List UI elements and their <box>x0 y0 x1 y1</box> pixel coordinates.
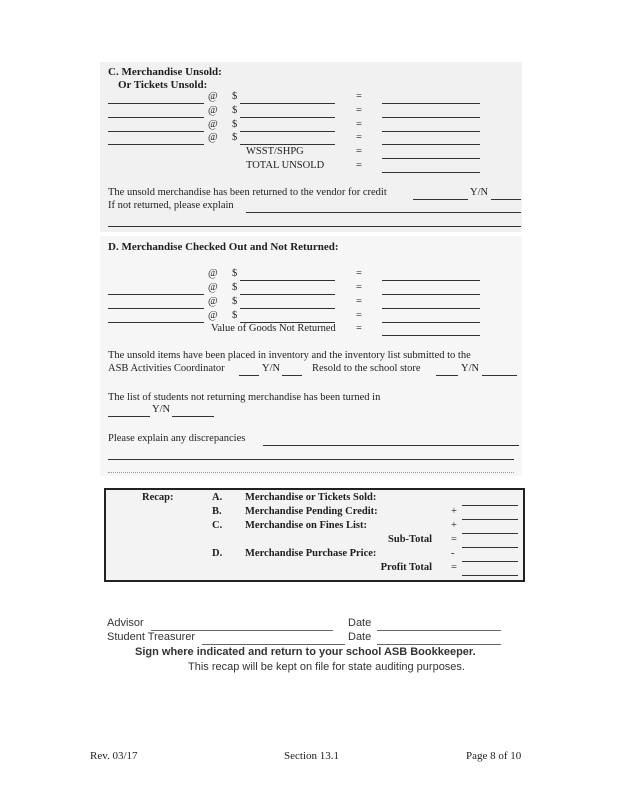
section-d-title: D. Merchandise Checked Out and Not Returned: <box>108 241 339 253</box>
c-row-item-blank[interactable] <box>108 131 204 132</box>
c-row-at: @ <box>208 91 218 102</box>
treasurer-signature-line[interactable] <box>202 644 345 645</box>
returned-yn: Y/N <box>470 187 489 198</box>
wsst-blank[interactable] <box>382 158 480 159</box>
d-row-price-blank[interactable] <box>240 280 335 281</box>
c-row-amount-blank[interactable] <box>382 131 480 132</box>
c-row-item-blank[interactable] <box>108 117 204 118</box>
recap-amount-blank[interactable] <box>462 519 518 520</box>
recap-operator: + <box>451 520 457 531</box>
discrepancies-blank-2[interactable] <box>108 459 514 460</box>
d-row-price-blank[interactable] <box>240 294 335 295</box>
c-row-at: @ <box>208 105 218 116</box>
total-unsold-eq: = <box>356 160 362 171</box>
inventory-line-2b: Resold to the school store <box>312 363 421 374</box>
c-row-amount-blank[interactable] <box>382 117 480 118</box>
c-row-price-blank[interactable] <box>240 144 335 145</box>
d-row-eq: = <box>356 310 362 321</box>
recap-amount-blank[interactable] <box>462 547 518 548</box>
c-row-at: @ <box>208 132 218 143</box>
recap-item-label: Sub-Total <box>388 534 432 545</box>
d-row-at: @ <box>208 282 218 293</box>
d-row-eq: = <box>356 296 362 307</box>
recap-item-label: Merchandise Pending Credit: <box>245 506 378 517</box>
c-row-dollar: $ <box>232 91 238 102</box>
inventory-blank-4[interactable] <box>482 375 517 376</box>
c-row-dollar: $ <box>232 105 238 116</box>
recap-letter: B. <box>212 506 222 517</box>
discrepancies-blank-3[interactable] <box>108 472 514 473</box>
d-row-at: @ <box>208 268 218 279</box>
wsst-label: WSST/SHPG <box>246 146 304 157</box>
value-not-returned-eq: = <box>356 323 362 334</box>
discrepancies-label: Please explain any discrepancies <box>108 433 246 444</box>
recap-item-label: Merchandise or Tickets Sold: <box>245 492 377 503</box>
d-row-dollar: $ <box>232 296 238 307</box>
inventory-blank-2[interactable] <box>282 375 302 376</box>
advisor-date-label: Date <box>348 617 372 629</box>
recap-amount-blank[interactable] <box>462 533 518 534</box>
d-row-item-blank[interactable] <box>108 322 204 323</box>
inventory-yn-2: Y/N <box>461 363 480 374</box>
inventory-blank-3[interactable] <box>436 375 458 376</box>
c-row-eq: = <box>356 105 362 116</box>
c-row-price-blank[interactable] <box>240 131 335 132</box>
recap-operator: + <box>451 506 457 517</box>
c-row-eq: = <box>356 119 362 130</box>
d-row-price-blank[interactable] <box>240 308 335 309</box>
c-row-at: @ <box>208 119 218 130</box>
recap-item-label: Merchandise on Fines List: <box>245 520 368 531</box>
explain-blank-2[interactable] <box>108 226 521 227</box>
section-c-title: C. Merchandise Unsold: <box>108 66 222 78</box>
footer-page: Page 8 of 10 <box>466 750 522 762</box>
treasurer-label: Student Treasurer <box>107 631 196 643</box>
d-row-eq: = <box>356 268 362 279</box>
recap-item-label: Merchandise Purchase Price: <box>245 548 377 559</box>
d-row-amount-blank[interactable] <box>382 294 480 295</box>
inventory-blank-1[interactable] <box>239 375 259 376</box>
wsst-eq: = <box>356 146 362 157</box>
discrepancies-blank-1[interactable] <box>263 445 519 446</box>
sign-instruction: Sign where indicated and return to your school ASB Bookkeeper. <box>135 646 476 658</box>
recap-note: This recap will be kept on file for state auditing purposes. <box>188 661 465 673</box>
footer-revision: Rev. 03/17 <box>90 750 138 762</box>
d-row-amount-blank[interactable] <box>382 280 480 281</box>
returned-blank-1[interactable] <box>413 199 468 200</box>
recap-letter: C. <box>212 520 223 531</box>
treasurer-date-line[interactable] <box>377 644 501 645</box>
inventory-line-1: The unsold items have been placed in inventory and the inventory list submitted to the <box>108 350 471 361</box>
recap-amount-blank[interactable] <box>462 505 518 506</box>
d-row-dollar: $ <box>232 310 238 321</box>
recap-amount-blank[interactable] <box>462 575 518 576</box>
c-row-eq: = <box>356 132 362 143</box>
d-row-amount-blank[interactable] <box>382 322 480 323</box>
recap-amount-blank[interactable] <box>462 561 518 562</box>
total-unsold-blank[interactable] <box>382 172 480 173</box>
footer-section: Section 13.1 <box>284 750 339 762</box>
recap-operator: - <box>451 548 455 559</box>
recap-item-label: Profit Total <box>380 562 432 573</box>
explain-blank-1[interactable] <box>246 212 521 213</box>
d-row-at: @ <box>208 296 218 307</box>
d-row-item-blank[interactable] <box>108 308 204 309</box>
c-row-amount-blank[interactable] <box>382 144 480 145</box>
treasurer-date-label: Date <box>348 631 372 643</box>
advisor-date-line[interactable] <box>377 630 501 631</box>
c-row-price-blank[interactable] <box>240 103 335 104</box>
total-unsold-label: TOTAL UNSOLD <box>246 160 325 171</box>
d-row-at: @ <box>208 310 218 321</box>
c-row-price-blank[interactable] <box>240 117 335 118</box>
students-blank-2[interactable] <box>172 416 214 417</box>
d-row-amount-blank[interactable] <box>382 308 480 309</box>
c-row-item-blank[interactable] <box>108 144 204 145</box>
advisor-label: Advisor <box>107 617 144 629</box>
inventory-yn-1: Y/N <box>262 363 281 374</box>
students-yn: Y/N <box>152 404 171 415</box>
recap-operator: = <box>451 562 457 573</box>
d-row-dollar: $ <box>232 282 238 293</box>
recap-letter: A. <box>212 492 223 503</box>
recap-operator: = <box>451 534 457 545</box>
value-not-returned-blank[interactable] <box>382 335 480 336</box>
students-blank-1[interactable] <box>108 416 150 417</box>
d-row-eq: = <box>356 282 362 293</box>
c-row-dollar: $ <box>232 132 238 143</box>
d-row-dollar: $ <box>232 268 238 279</box>
explain-label: If not returned, please explain <box>108 200 234 211</box>
returned-blank-2[interactable] <box>491 199 521 200</box>
value-not-returned-label: Value of Goods Not Returned <box>211 323 336 334</box>
recap-letter: D. <box>212 548 223 559</box>
returned-text: The unsold merchandise has been returned to the vendor for credit <box>108 187 387 198</box>
c-row-eq: = <box>356 91 362 102</box>
recap-label: Recap: <box>142 492 174 503</box>
students-line: The list of students not returning merchandise has been turned in <box>108 392 381 403</box>
c-row-amount-blank[interactable] <box>382 103 480 104</box>
inventory-line-2a: ASB Activities Coordinator <box>108 363 225 374</box>
section-c-subtitle: Or Tickets Unsold: <box>118 79 208 91</box>
c-row-dollar: $ <box>232 119 238 130</box>
d-row-item-blank[interactable] <box>108 294 204 295</box>
c-row-item-blank[interactable] <box>108 103 204 104</box>
